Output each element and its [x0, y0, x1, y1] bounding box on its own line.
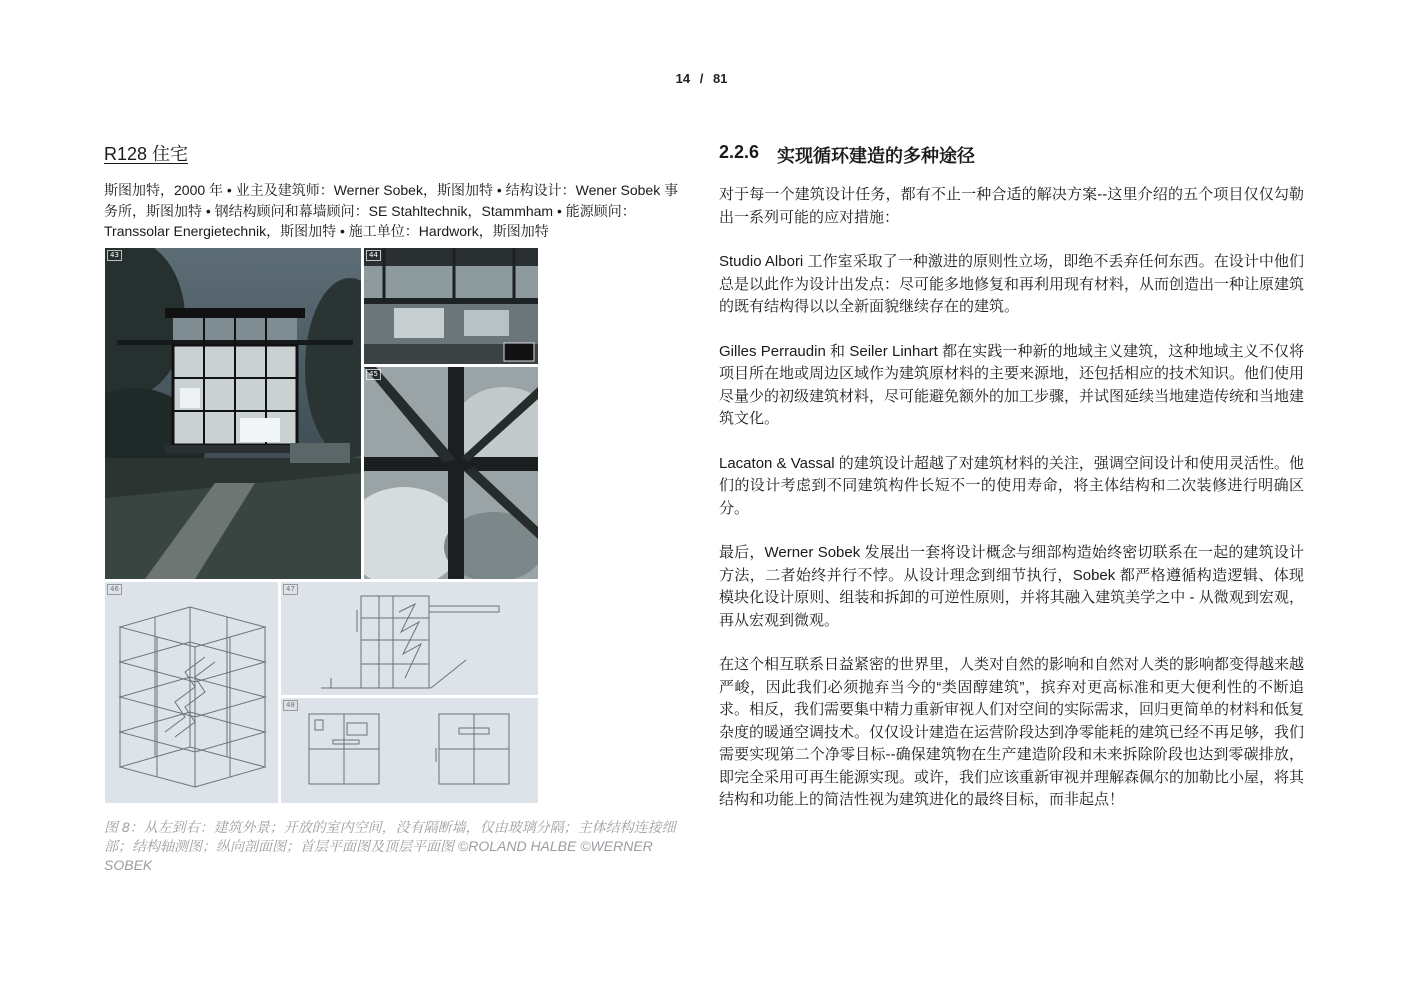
panel-label-47: 47	[283, 584, 298, 595]
floor-plans-drawing	[281, 698, 538, 803]
paragraph: 对于每一个建筑设计任务，都有不止一种合适的解决方案--这里介绍的五个项目仅仅勾勒出一系列可能的应对措施：	[719, 186, 1304, 226]
section-drawing	[281, 582, 538, 695]
right-column	[719, 142, 1304, 834]
panel-label-46: 46	[107, 584, 122, 595]
section-title: 实现循环建造的多种途径	[777, 146, 976, 166]
project-title: R128 住宅	[104, 144, 189, 164]
paragraph: Lacaton & Vassal 的建筑设计超越了对建筑材料的关注，强调空间设计和使用灵活性。他们的设计考虑到不同建筑构件长短不一的使用寿命，将主体结构和二次装修进行明确区分。	[719, 454, 1304, 517]
interior-photo-image	[364, 248, 538, 364]
section-drawing-image	[281, 582, 538, 695]
exterior-photo	[105, 248, 361, 579]
axonometric-drawing-image	[105, 582, 278, 803]
axonometric-drawing	[105, 582, 278, 803]
page-number	[0, 71, 1403, 86]
project-credits: 斯图加特，2000 年 • 业主及建筑师：Werner Sobek，斯图加特 • 结构设计：Wener Sobek 事务所，斯图加特 • 钢结构顾问和幕墙顾问：SE Stahltechnik，Stammham • 能源顾问：Transsolar Energietechnik，斯图加特 • 施工单位：Hardwork，斯图加特	[104, 182, 679, 239]
floor-plans-image	[281, 698, 538, 803]
project-figure	[105, 248, 538, 803]
panel-label-45: 45	[366, 369, 381, 380]
figure-caption: 图 8：从左到右：建筑外景；开放的室内空间，没有隔断墙，仅由玻璃分隔；主体结构连接细部；结构轴测图；纵向剖面图；首层平面图及顶层平面图 ©ROLAND HALBE ©WERNER SOBEK	[104, 819, 676, 873]
panel-label-48: 48	[283, 700, 298, 711]
paragraph: Gilles Perraudin 和 Seiler Linhart 都在实践一种新的地域主义建筑，这种地域主义不仅将项目所在地或周边区域作为建筑原材料的主要来源地，还包括相应的技术知识。他们使用尽量少的初级建筑材料，尽可能避免额外的加工步骤，并试图延续当地建造传统和当地建筑文化。	[719, 342, 1305, 427]
left-column	[104, 140, 689, 242]
interior-photo	[364, 248, 538, 364]
paragraph: 在这个相互联系日益紧密的世界里，人类对自然的影响和自然对人类的影响都变得越来越严峻，因此我们必须抛弃当今的“类固醇建筑”，摈弃对更高标准和更大便利性的不断追求。相反，我们需要集中精力重新审视人们对空间的实际需求，回归更简单的材料和低复杂度的暖通空调技术。仅仅设计建造在运营阶段达到净零能耗的建筑已经不再足够，我们需要实现第二个净零目标--确保建筑物在生产建造阶段和未来拆除阶段也达到零碳排放，即完全采用可再生能源实现。或许，我们应该重新审视并理解森佩尔的加勒比小屋，将其结构和功能上的简洁性视为建筑进化的最终目标，而非起点！	[719, 656, 1305, 808]
paragraph: 最后，Werner Sobek 发展出一套将设计概念与细部构造始终密切联系在一起的建筑设计方法，二者始终并行不悖。从设计理念到细节执行，Sobek 都严格遵循构造逻辑、体现模块化设计原则、组装和拆卸的可逆性原则，并将其融入建筑美学之中 - 从微观到宏观，再从宏观到微观。	[719, 544, 1304, 629]
exterior-photo-image	[105, 248, 361, 579]
paragraph: Studio Albori 工作室采取了一种激进的原则性立场，即绝不丢弃任何东西。在设计中他们总是以此作为设计出发点：尽可能多地修复和再利用现有材料，从而创造出一种让原建筑的既有结构得以以全新面貌继续存在的建筑。	[719, 253, 1305, 315]
page-total: 81	[712, 71, 728, 86]
joint-detail-image	[364, 367, 538, 579]
section-heading	[719, 142, 1304, 168]
page-current: 14	[675, 71, 691, 86]
page-separator: /	[699, 71, 704, 86]
joint-detail-photo	[364, 367, 538, 579]
panel-label-43: 43	[107, 250, 122, 261]
panel-label-44: 44	[366, 250, 381, 261]
section-number: 2.2.6	[719, 142, 760, 162]
